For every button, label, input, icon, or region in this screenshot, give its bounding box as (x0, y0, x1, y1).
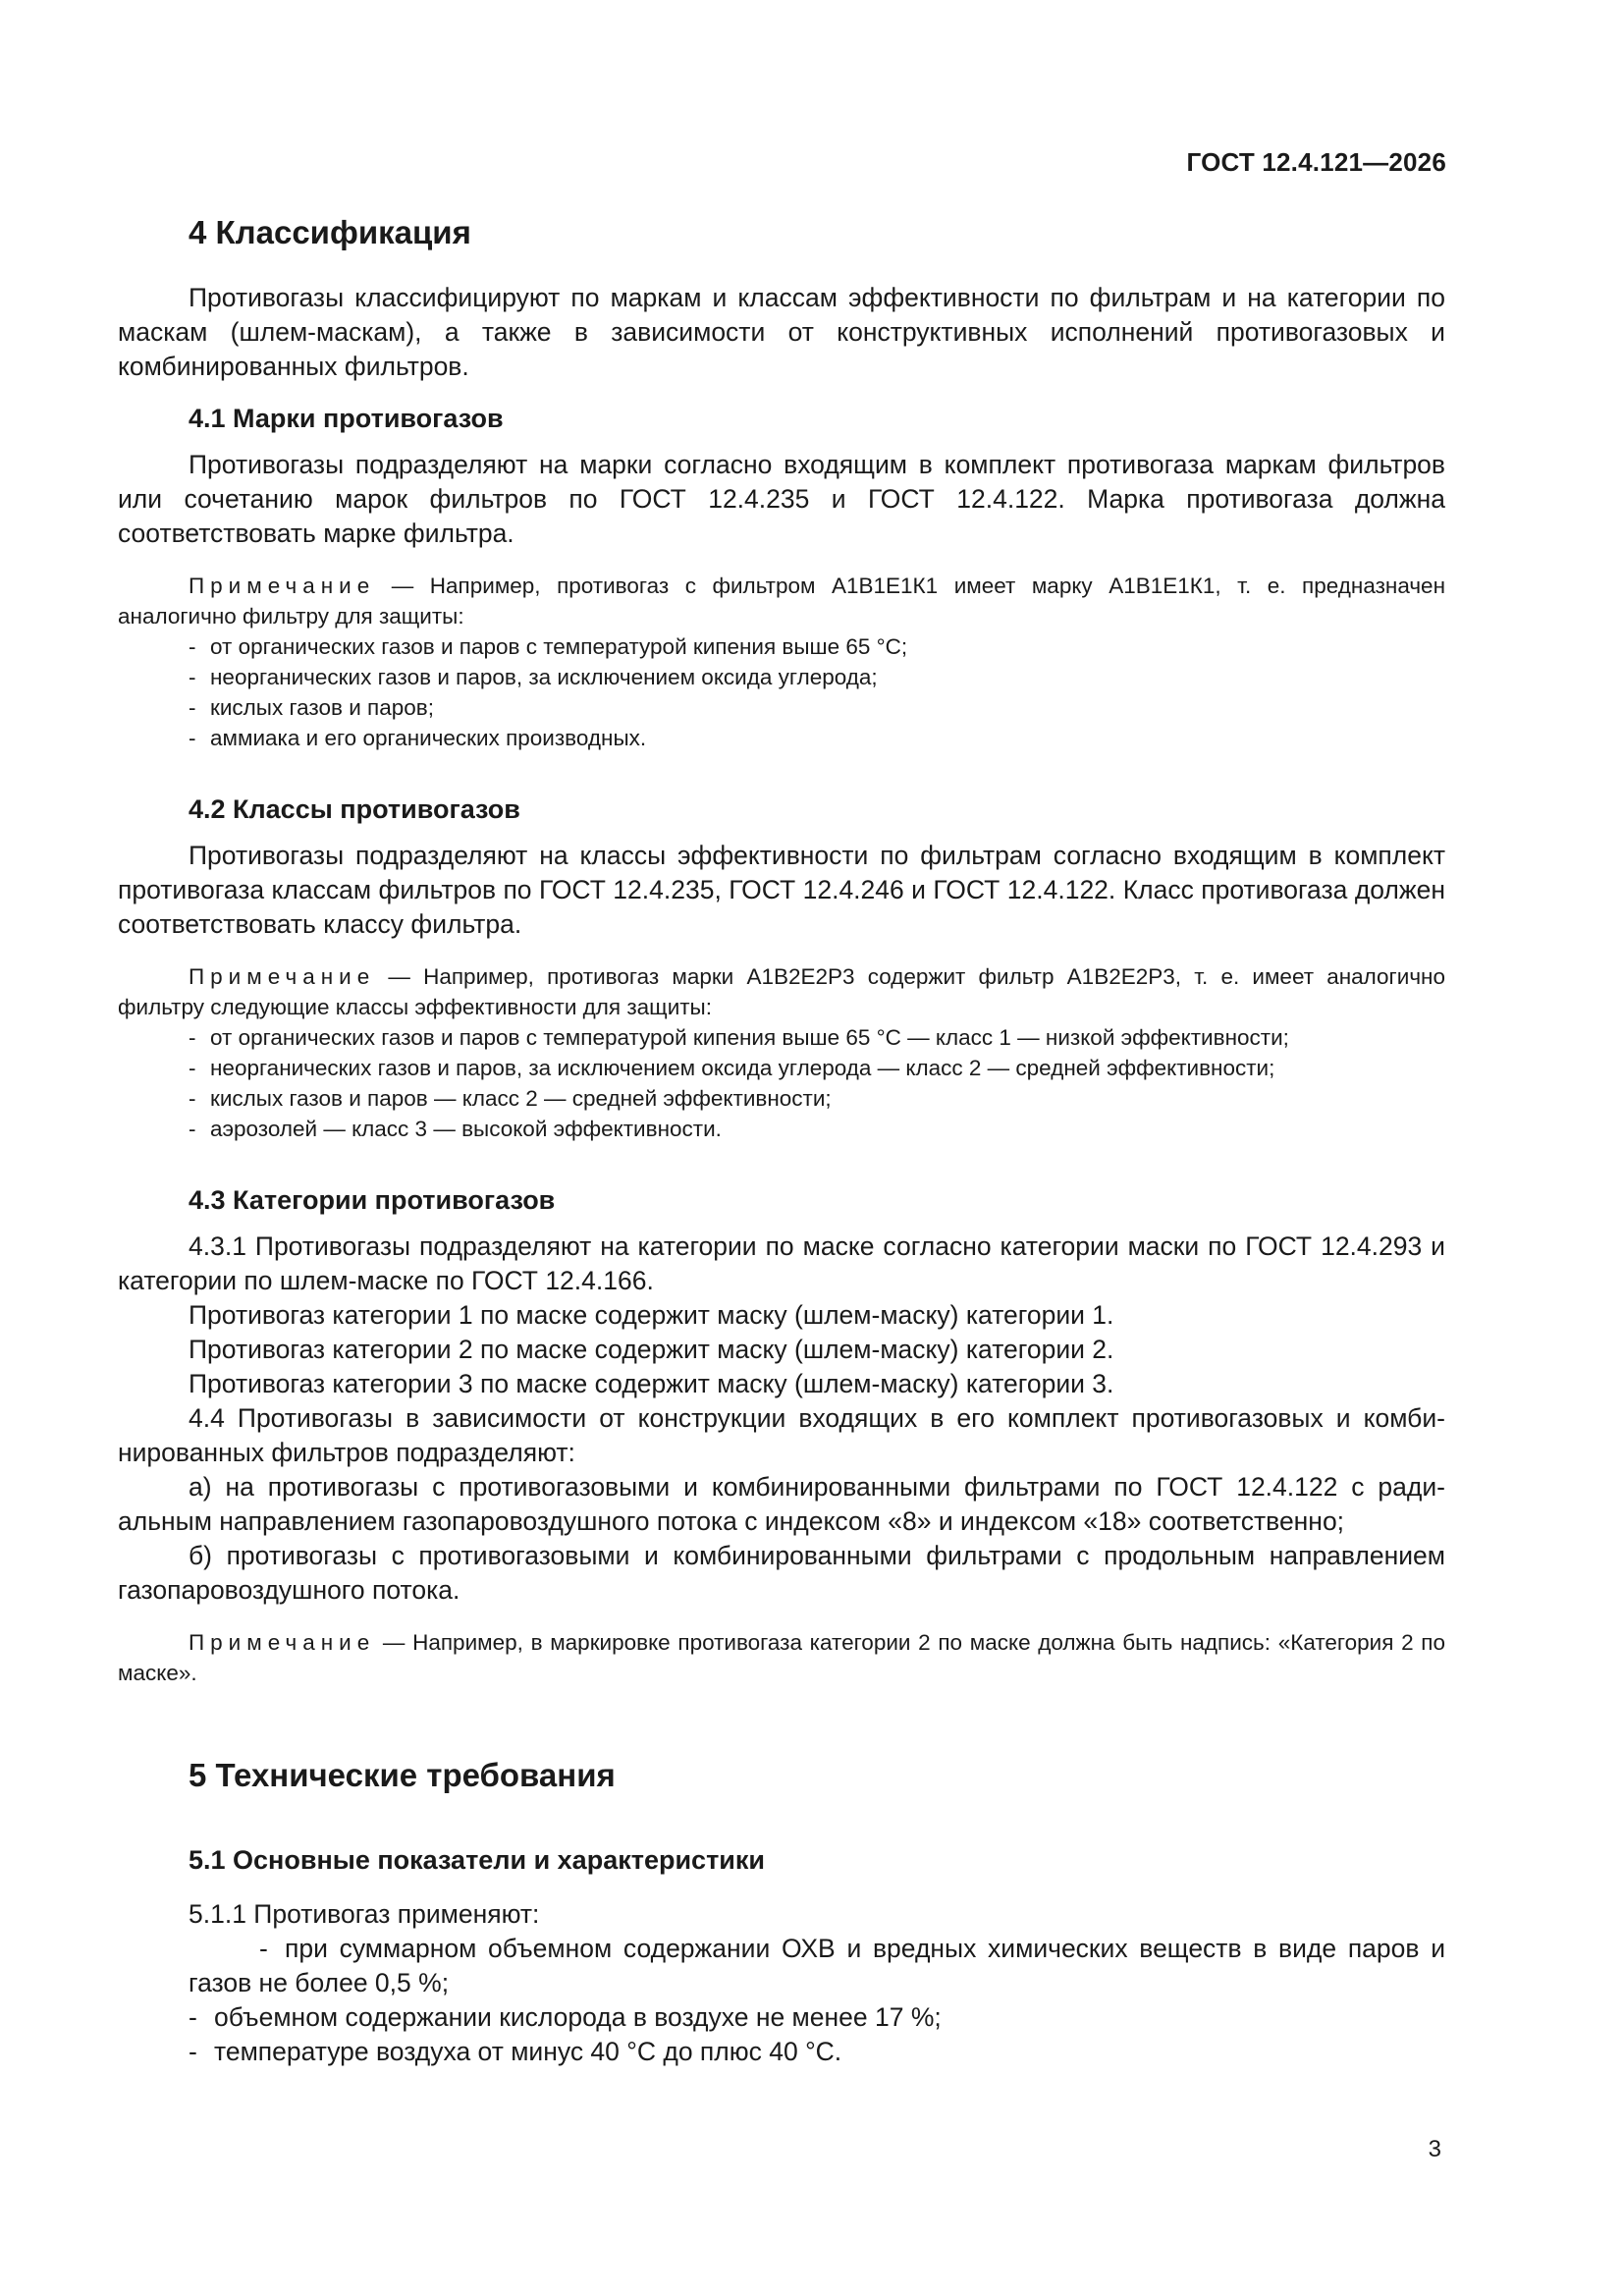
paragraph: Противогаз категории 2 по маске содержит маску (шлем-маску) категории 2. (189, 1335, 1114, 1364)
paragraph-4-4-b: б) противогазы с противогазовыми и комбинированными фильтрами с продольным направлением газопаровоздушного потока. (118, 1541, 1445, 1605)
paragraph: Противогаз категории 3 по маске содержит маску (шлем-маску) категории 3. (189, 1369, 1114, 1398)
note-4-2-list (118, 1022, 1445, 1144)
subsection-4-2-title: 4.2 Классы противогазов (189, 794, 520, 824)
list-item: - неорганических газов и паров, за исключением оксида углерода — класс 2 — средней эффективности; (189, 1056, 1275, 1080)
note-text: — Например, противогаз с фильтром А1В1Е1К1 имеет марку А1В1Е1К1, т. е. предназначен аналогично фильтру для защиты: (118, 574, 1445, 629)
paragraph-4-4: 4.4 Противогазы в зависимости от конструкции входящих в его комплект противогазовых и комбинированных фильтров подразделяют: (118, 1403, 1445, 1467)
subsection-5-1-title: 5.1 Основные показатели и характеристики (189, 1845, 765, 1875)
note-4-1 (118, 571, 1445, 631)
list-item: - аэрозолей — класс 3 — высокой эффективности. (189, 1117, 722, 1141)
note-4-2 (118, 961, 1445, 1022)
paragraph-4-3-1: 4.3.1 Противогазы подразделяют на категории по маске согласно категории маски по ГОСТ 12.4.293 и категории по шлем-маске по ГОСТ 12.4.166. (118, 1231, 1445, 1295)
subsection-4-1-title: 4.1 Марки противогазов (189, 404, 504, 433)
paragraph: Противогаз категории 1 по маске содержит маску (шлем-маску) категории 1. (189, 1300, 1114, 1330)
section-4-title: 4 Классификация (189, 214, 471, 250)
list-item: - от органических газов и паров с температурой кипения выше 65 °С — класс 1 — низкой эффективности; (189, 1025, 1289, 1050)
list-item: - при суммарном объемном содержании ОХВ и вредных химических веществ в виде паров и газов не более 0,5 %; (189, 1934, 1445, 1997)
note-4-4 (118, 1627, 1445, 1688)
page-number: 3 (1428, 2136, 1441, 2162)
note-label: Примечание (189, 964, 376, 989)
list-item: - аммиака и его органических производных. (189, 726, 647, 750)
document-code: ГОСТ 12.4.121—2026 (1186, 147, 1446, 177)
list-item: - кислых газов и паров — класс 2 — средней эффективности; (189, 1086, 832, 1111)
paragraph-5-1-1: 5.1.1 Противогаз применяют: (189, 1899, 540, 1929)
section-5-title: 5 Технические требования (189, 1757, 616, 1793)
subsection-4-1-text: Противогазы подразделяют на марки согласно входящим в комплект противогаза маркам фильтров или сочетанию марок фильтров по ГОСТ 12.4.235 и ГОСТ 12.4.122. Марка противогаза должна соответствовать марке фильтра. (118, 450, 1445, 548)
list-item: - кислых газов и паров; (189, 695, 434, 720)
page-content (118, 214, 1445, 2069)
subsection-4-3-title: 4.3 Категории противогазов (189, 1185, 556, 1215)
note-text: — Например, в маркировке противогаза категории 2 по маске должна быть надпись: «Категория 2 по маске». (118, 1630, 1445, 1685)
note-label: Примечание (189, 574, 376, 598)
subsection-4-2-text: Противогазы подразделяют на классы эффективности по фильтрам согласно входящим в комплект противогаза классам фильтров по ГОСТ 12.4.235, ГОСТ 12.4.246 и ГОСТ 12.4.122. Класс противогаза должен соответствовать классу фильтра. (118, 841, 1445, 939)
list-5-1-1 (118, 1932, 1445, 2069)
list-item: - объемном содержании кислорода в воздухе не менее 17 %; (189, 2002, 942, 2032)
note-4-1-list (118, 631, 1445, 753)
note-label: Примечание (189, 1630, 376, 1655)
list-item: - температуре воздуха от минус 40 °С до плюс 40 °С. (189, 2037, 842, 2066)
list-item: - от органических газов и паров с температурой кипения выше 65 °С; (189, 634, 908, 659)
note-text: — Например, противогаз марки А1В2Е2Р3 содержит фильтр А1В2Е2Р3, т. е. имеет аналогично фильтру следующие классы эффективности для защиты: (118, 964, 1445, 1019)
paragraph-4-4-a: а) на противогазы с противогазовыми и комбинированными фильтрами по ГОСТ 12.4.122 с радиальным направлением газопаровоздушного потока с индексом «8» и индексом «18» соответственно; (118, 1472, 1445, 1536)
section-4-intro: Противогазы классифицируют по маркам и классам эффективности по фильтрам и на категории по маскам (шлем-маскам), а также в зависимости от конструктивных исполнений противогазовых и комбинированных фильтров. (118, 283, 1445, 381)
list-item: - неорганических газов и паров, за исключением оксида углерода; (189, 665, 878, 689)
